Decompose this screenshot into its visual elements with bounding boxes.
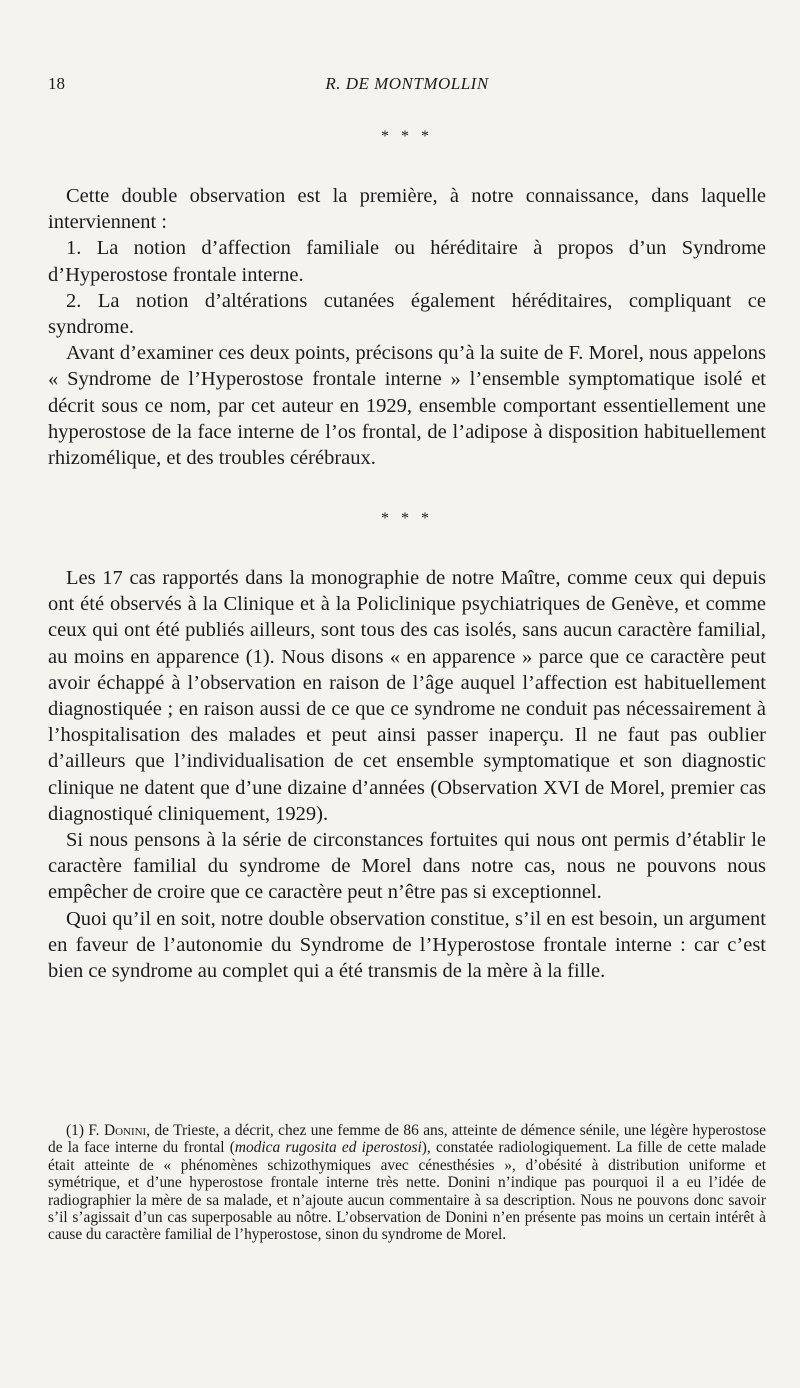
footnote-latin-quote: modica rugosita ed iperostosi xyxy=(234,1139,422,1157)
section-1 xyxy=(48,183,766,471)
footnote-paragraph xyxy=(48,1122,766,1244)
paragraph-point-1: 1. La notion d’affection familiale ou héréditaire à propos d’un Syndrome d’Hyperostose frontale interne. xyxy=(48,237,766,286)
asterism-separator-2 xyxy=(48,510,766,527)
footnote xyxy=(48,1122,766,1244)
asterism-text: * * * xyxy=(381,510,433,527)
paragraph-point-2: 2. La notion d’altérations cutanées également héréditaires, compliquant ce syndrome. xyxy=(48,289,766,339)
page-header xyxy=(48,74,766,98)
asterism-text: * * * xyxy=(381,128,433,145)
paragraph-intro: Cette double observation est la première, à notre connaissance, dans laquelle interviennent : xyxy=(48,185,766,234)
page-number: 18 xyxy=(48,74,65,93)
running-head: R. DE MONTMOLLIN xyxy=(325,74,489,93)
paragraph-circumstances: Si nous pensons à la série de circonstances fortuites qui nous ont permis d’établir le caractère familial du syndrome de Morel dans notre cas, nous ne pouvons nous empêcher de croire que ce caractère peut n’être pas si exceptionnel. xyxy=(48,829,766,904)
asterism-separator-1 xyxy=(48,128,766,145)
section-2 xyxy=(48,565,766,984)
paragraph-definition: Avant d’examiner ces deux points, précisons qu’à la suite de F. Morel, nous appelons « Syndrome de l’Hyperostose frontale interne » l’ensemble symptomatique isolé et décrit sous ce nom, par cet auteur en 1929, ensemble comportant essentiellement une hyperostose de la face interne de l’os frontal, de l’adipose à disposition habituellement rhizomélique, et des troubles cérébraux. xyxy=(48,342,766,470)
footnote-text-b: ), constatée radiologiquement. La fille de cette malade était atteinte de « phénomènes schizothymiques avec cénesthésies », d’obésité à distribution uniforme et symétrique, et d’une hyperostose frontale interne très nette. Donini n’indique pas pourquoi il a eu l’idée de radiographier la mère de sa malade, et n’ajoute aucun commentaire à sa description. Nous ne pouvons donc savoir s’il s’agissait d’un cas superposable au nôtre. L’observation de Donini n’en présente pas moins un certain intérêt à cause du caractère familial de l’hyperostose, sinon du syndrome de Morel. xyxy=(48,1139,766,1244)
paragraph-cases: Les 17 cas rapportés dans la monographie de notre Maître, comme ceux qui depuis ont été observés à la Clinique et à la Policlinique psychiatriques de Genève, et comme ceux qui ont été publiés ailleurs, sont tous des cas isolés, sans aucun caractère familial, au moins en apparence (1). Nous disons « en apparence » parce que ce caractère peut avoir échappé à l’observation en raison de l’âge auquel l’affection est habituellement diagnostiquée ; en raison aussi de ce que ce syndrome ne conduit pas nécessairement à l’hospitalisation des malades et peut ainsi passer inaperçu. Il ne faut pas oublier d’ailleurs que l’individualisation de cet ensemble symptomatique et son diagnostic clinique ne datent que d’une dizaine d’années (Observation XVI de Morel, premier cas diagnostiqué cliniquement, 1929). xyxy=(48,567,766,825)
paragraph-conclusion: Quoi qu’il en soit, notre double observation constitue, s’il en est besoin, un argument en faveur de l’autonomie du Syndrome de l’Hyperostose frontale interne : car c’est bien ce syndrome au complet qui a été transmis de la mère à la fille. xyxy=(48,907,766,983)
footnote-marker: (1) F. xyxy=(66,1122,100,1139)
footnote-text-a: , de Trieste, a décrit, chez une femme de 86 ans, atteinte de démence sénile, une légère hyperostose de la face interne du frontal ( xyxy=(48,1122,767,1157)
footnote-author: Donini xyxy=(103,1122,147,1139)
